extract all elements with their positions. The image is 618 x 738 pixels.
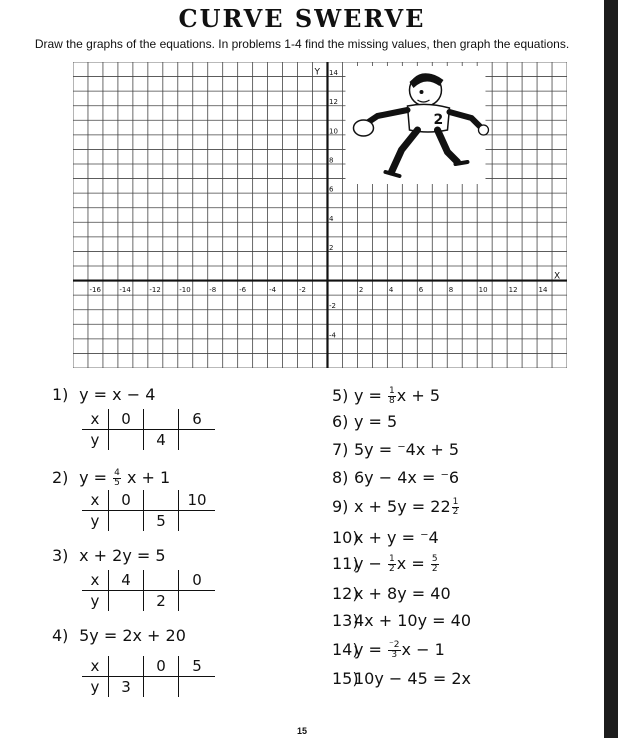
problem-equation: 5y = ⁻4x + 5 — [354, 440, 460, 459]
page-title: CURVE SWERVE — [178, 4, 426, 33]
fraction — [388, 641, 400, 660]
problem-number: 11) — [332, 554, 359, 573]
table-cell[interactable] — [179, 677, 216, 698]
table-cell[interactable] — [144, 490, 179, 511]
x-tick-label: 10 — [478, 286, 488, 295]
table-cell[interactable]: 10 — [179, 490, 216, 511]
fraction: $\frac{4}{5}$ — [114, 468, 120, 488]
value-table-2 — [82, 490, 215, 531]
y-tick-label: 8 — [328, 156, 334, 165]
x-tick-label: 14 — [538, 286, 548, 295]
problem-equation: y = 5 — [354, 412, 398, 431]
value-table-3 — [82, 570, 215, 611]
table-x-label: x — [82, 570, 109, 591]
table-y-label: y — [82, 677, 109, 698]
problem-number: 6) — [332, 412, 349, 431]
y-tick-label: 6 — [328, 185, 334, 194]
problem-number: 7) — [332, 440, 349, 459]
problem-number: 14) — [332, 640, 359, 659]
x-tick-label: -16 — [89, 286, 101, 295]
table-cell[interactable] — [144, 677, 179, 698]
x-tick-label: 6 — [418, 286, 424, 295]
problem-number: 15) — [332, 669, 359, 688]
table-cell[interactable]: 6 — [179, 409, 216, 430]
problem-2: 2) y = $\frac{4}{5}$ x + 1 — [52, 468, 171, 488]
x-tick-label: -12 — [149, 286, 161, 295]
y-tick-label: -2 — [328, 302, 336, 311]
problem-1 — [52, 385, 155, 404]
problem-number: 10) — [332, 528, 359, 547]
x-axis-label: X — [554, 271, 561, 282]
value-table-4 — [82, 656, 215, 697]
problem-7 — [332, 440, 459, 459]
problem-10 — [332, 528, 439, 547]
table-x-label: x — [82, 409, 109, 430]
problem-equation: 6y − 4x = ⁻6 — [354, 468, 460, 487]
fraction — [388, 387, 396, 406]
table-cell[interactable]: 2 — [144, 591, 179, 612]
problem-15 — [332, 669, 471, 688]
fraction — [431, 555, 439, 574]
fraction-denominator: 2 — [431, 564, 438, 574]
table-cell[interactable]: 5 — [179, 656, 216, 677]
table-cell[interactable]: 3 — [109, 677, 144, 698]
y-tick-label: 14 — [328, 69, 338, 78]
fraction-denominator: 8 — [389, 396, 395, 406]
x-tick-label: 2 — [358, 286, 364, 295]
page-edge — [604, 0, 618, 738]
y-tick-label: -4 — [328, 331, 336, 340]
problem-equation: x + y = ⁻4 — [354, 528, 439, 547]
problem-number: 13) — [332, 611, 359, 630]
y-tick-label: 2 — [328, 243, 334, 252]
problem-equation: 4x + 10y = 40 — [354, 611, 471, 630]
problem-equation-rest: x + 5 — [396, 386, 441, 405]
table-y-label: y — [82, 511, 109, 532]
problem-equation: y = x − 4 — [79, 385, 156, 404]
problem-equation: y = — [354, 640, 388, 659]
problem-9 — [332, 497, 460, 517]
problem-6 — [332, 412, 397, 431]
table-x-label: x — [82, 490, 109, 511]
problem-number: 3) — [52, 546, 69, 565]
baseball-player-illustration — [345, 66, 488, 184]
y-tick-label: 4 — [328, 214, 334, 223]
problem-equation: x + 8y = 40 — [354, 584, 451, 603]
fraction-numerator: ⁻2 — [389, 640, 400, 650]
y-axis-label: Y — [314, 67, 321, 78]
problem-number: 9) — [332, 497, 349, 516]
x-tick-label: 4 — [388, 286, 394, 295]
problem-equation: x + 5y = 22 — [354, 497, 451, 516]
problem-4 — [52, 626, 186, 645]
y-tick-label: 12 — [328, 98, 338, 107]
fraction-numerator: 1 — [389, 386, 395, 396]
problem-equation: 5y = 2x + 20 — [79, 626, 186, 645]
problem-equation: 10y − 45 = 2x — [354, 669, 471, 688]
table-cell[interactable]: 0 — [109, 409, 144, 430]
x-tick-label: -10 — [179, 286, 191, 295]
table-y-label: y — [82, 591, 109, 612]
table-cell[interactable] — [179, 430, 216, 451]
problem-8 — [332, 468, 459, 487]
problem-13 — [332, 611, 471, 630]
x-tick-label: -6 — [239, 286, 247, 295]
fraction — [388, 555, 396, 574]
problem-equation-rest: x = — [396, 554, 430, 573]
svg-text:2: 2 — [433, 112, 444, 128]
problem-equation: y − — [354, 554, 388, 573]
problem-number: 2) — [52, 468, 69, 487]
problem-equation: x + 2y = 5 — [79, 546, 166, 565]
coordinate-grid[interactable] — [73, 62, 567, 368]
table-cell[interactable]: 5 — [144, 511, 179, 532]
table-cell[interactable] — [179, 591, 216, 612]
table-cell[interactable] — [109, 656, 144, 677]
problem-3 — [52, 546, 166, 565]
problem-12 — [332, 584, 451, 603]
problem-number: 8) — [332, 468, 349, 487]
problem-equation-rest: x − 1 — [401, 640, 445, 659]
fraction-numerator: 5 — [431, 554, 438, 564]
x-tick-label: -14 — [119, 286, 131, 295]
problem-5 — [332, 386, 440, 406]
x-tick-label: 8 — [448, 286, 454, 295]
x-tick-label: 12 — [508, 286, 518, 295]
fraction-denominator: 3 — [391, 650, 398, 660]
fraction — [452, 498, 460, 517]
instructions: Draw the graphs of the equations. In problems 1-4 find the missing values, then graph the equations. — [34, 37, 570, 51]
table-x-label: x — [82, 656, 109, 677]
x-tick-label: -4 — [269, 286, 277, 295]
table-cell[interactable]: 0 — [179, 570, 216, 591]
problem-equation: y = — [79, 468, 113, 487]
y-tick-label: 10 — [328, 127, 338, 136]
problem-number: 5) — [332, 386, 349, 405]
problem-14 — [332, 640, 445, 660]
table-y-label: y — [82, 430, 109, 451]
fraction-denominator: 2 — [452, 507, 459, 517]
problem-number: 12) — [332, 584, 359, 603]
problem-equation: y = — [354, 386, 388, 405]
fraction-denominator: 2 — [389, 564, 395, 574]
problem-number: 1) — [52, 385, 69, 404]
table-cell[interactable] — [144, 570, 179, 591]
page-number: 15 — [296, 726, 307, 736]
table-cell[interactable] — [109, 511, 144, 532]
value-table-1 — [82, 409, 215, 450]
table-cell[interactable] — [109, 430, 144, 451]
problem-11 — [332, 554, 440, 574]
problem-number: 4) — [52, 626, 69, 645]
fraction-numerator: 1 — [389, 554, 395, 564]
table-cell[interactable]: 0 — [109, 490, 144, 511]
table-cell[interactable] — [109, 591, 144, 612]
table-cell[interactable]: 4 — [144, 430, 179, 451]
table-cell[interactable] — [144, 409, 179, 430]
x-tick-label: -8 — [209, 286, 217, 295]
table-cell[interactable] — [179, 511, 216, 532]
x-tick-label: -2 — [299, 286, 307, 295]
fraction-numerator: 1 — [452, 497, 459, 507]
table-cell[interactable]: 4 — [109, 570, 144, 591]
table-cell[interactable]: 0 — [144, 656, 179, 677]
